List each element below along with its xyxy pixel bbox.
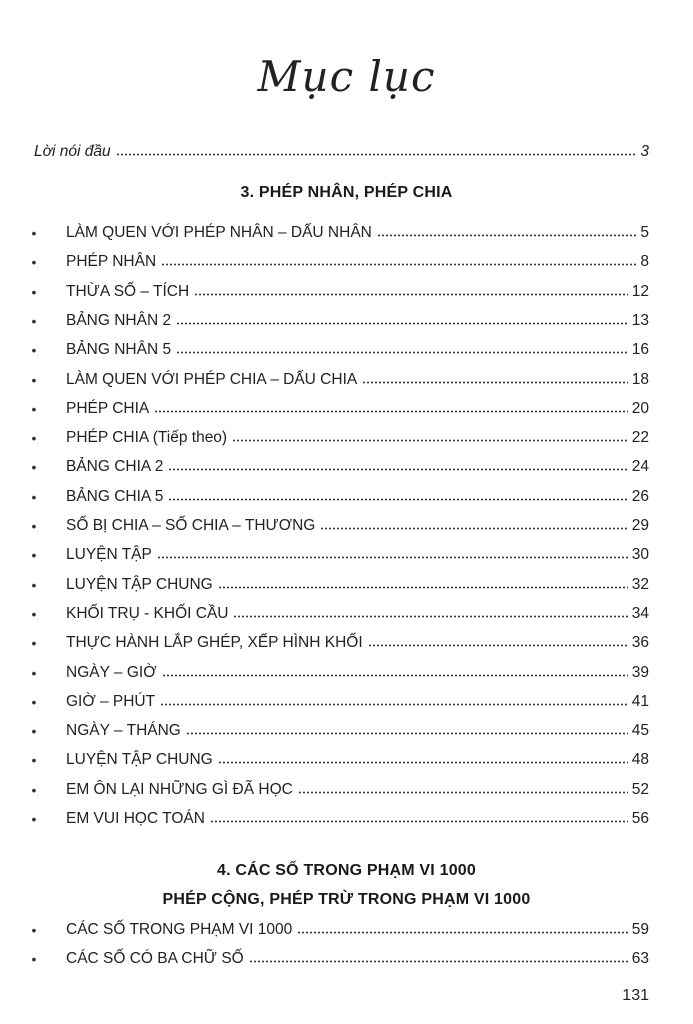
toc-entry-page: 52 [631,780,649,798]
dot-leader [186,731,628,736]
bullet-icon: • [31,664,37,681]
toc-entry-page: 3 [640,143,649,160]
dot-leader [168,497,627,502]
bullet-icon: • [31,430,37,447]
bullet-icon: • [31,400,37,417]
toc-entry-label: KHỐI TRỤ - KHỐI CẦU [66,604,229,622]
toc-entry-page: 30 [631,546,649,564]
toc-entry-label: LUYỆN TẬP CHUNG [66,575,213,593]
bullet-icon: • [31,283,37,300]
toc-entry-label: BẢNG CHIA 2 [66,458,164,476]
toc-entry-page: 26 [631,487,649,505]
toc-entry-label: NGÀY – GIỜ [66,663,157,681]
toc-entry[interactable] [66,658,649,682]
bullet-icon: • [31,605,37,622]
dot-leader [160,702,628,707]
toc-entry[interactable] [66,599,649,623]
bullet-icon: • [31,225,37,241]
bullet-icon: • [31,576,37,593]
toc-entry-label: SỐ BỊ CHIA – SỐ CHIA – THƯƠNG [66,517,316,534]
toc-entry[interactable] [66,394,649,418]
dot-leader [116,152,637,157]
dot-leader [176,350,628,355]
toc-entry[interactable] [66,218,649,242]
dot-leader [162,673,628,678]
bullet-icon: • [31,488,37,505]
toc-entry-page: 56 [631,810,649,827]
toc-entry-page: 36 [631,634,649,652]
toc-entry[interactable] [66,944,649,968]
page-title: Mục lục [257,52,436,101]
toc-entry[interactable] [66,687,649,711]
bullet-icon: • [31,693,37,710]
toc-entry-label: EM ÔN LẠI NHỮNG GÌ ĐÃ HỌC [66,780,293,798]
dot-leader [368,643,628,648]
bullet-icon: • [31,312,37,329]
bullet-icon: • [31,518,37,534]
toc-entry-label: BẢNG NHÂN 5 [66,341,172,359]
bullet-icon: • [31,635,37,652]
toc-entry-label: LÀM QUEN VỚI PHÉP NHÂN – DẤU NHÂN [66,224,372,241]
toc-entry[interactable] [66,511,649,535]
toc-entry-label: NGÀY – THÁNG [66,722,181,740]
toc-entry-page: 13 [631,311,649,329]
toc-entry[interactable] [66,804,649,828]
dot-leader [154,409,627,414]
toc-entry[interactable] [66,570,649,594]
toc-entry-label: LÀM QUEN VỚI PHÉP CHIA – DẤU CHIA [66,370,358,388]
toc-entry[interactable] [66,775,649,799]
bullet-icon: • [31,922,37,938]
toc-entry[interactable] [66,540,649,564]
dot-leader [233,614,627,619]
bullet-icon: • [31,951,37,967]
toc-entry-label: PHÉP NHÂN [66,253,157,271]
dot-leader [297,930,628,935]
toc-entry-label: THỰC HÀNH LẮP GHÉP, XẾP HÌNH KHỐI [66,634,363,652]
toc-entry-label: THỪA SỐ – TÍCH [66,282,190,300]
bullet-icon: • [31,342,37,359]
bullet-icon: • [31,254,37,271]
toc-entry-page: 29 [631,517,649,534]
dot-leader [232,438,628,443]
toc-entry[interactable] [66,482,649,506]
toc-entry-label: CÁC SỐ CÓ BA CHỮ SỐ [66,950,244,967]
toc-entry-page: 45 [631,722,649,740]
bullet-icon: • [31,371,37,388]
dot-leader [249,959,628,964]
toc-entry-page: 12 [631,282,649,300]
toc-entry-label: PHÉP CHIA [66,399,150,417]
toc-entry-page: 48 [631,751,649,769]
bullet-icon: • [31,723,37,740]
dot-leader [176,321,628,326]
toc-entry-page: 34 [631,604,649,622]
toc-entry-label: CÁC SỐ TRONG PHẠM VI 1000 [66,921,293,938]
section-3-heading: 3. PHÉP NHÂN, PHÉP CHIA [240,184,453,201]
bullet-icon: • [31,752,37,769]
bullet-icon: • [31,811,37,827]
dot-leader [377,233,637,238]
toc-entry-label: PHÉP CHIA (Tiếp theo) [66,429,228,447]
toc-entry-page: 63 [631,950,649,967]
dot-leader [362,380,628,385]
dot-leader [210,819,628,824]
toc-entry[interactable] [66,915,649,939]
toc-entry[interactable] [66,306,649,330]
toc-entry[interactable] [66,247,649,271]
toc-entry[interactable] [66,335,649,359]
dot-leader [218,585,628,590]
toc-entry-page: 8 [640,253,649,271]
toc-entry-label: LUYỆN TẬP CHUNG [66,751,213,769]
dot-leader [298,790,628,795]
toc-entry-label: BẢNG NHÂN 2 [66,311,172,329]
page-number: 131 [622,987,649,1004]
toc-entry-page: 22 [631,429,649,447]
toc-entry[interactable] [66,365,649,389]
toc-entry-intro[interactable] [34,137,649,161]
dot-leader [168,467,627,472]
toc-entry-label: Lời nói đầu [34,143,111,160]
toc-entry-page: 24 [631,458,649,476]
bullet-icon: • [31,459,37,476]
toc-entry-label: BẢNG CHIA 5 [66,487,164,505]
dot-leader [320,526,627,531]
toc-entry-page: 5 [640,224,649,241]
toc-entry[interactable] [66,423,649,447]
dot-leader [218,760,628,765]
toc-entry-label: GIỜ – PHÚT [66,692,156,710]
toc-entry-page: 39 [631,663,649,681]
bullet-icon: • [31,547,37,564]
toc-entry[interactable] [66,628,649,652]
toc-entry[interactable] [66,277,649,301]
toc-entry-page: 16 [631,341,649,359]
section-4-heading-line-2: PHÉP CỘNG, PHÉP TRỪ TRONG PHẠM VI 1000 [162,891,531,908]
toc-entry-label: LUYỆN TẬP [66,546,152,564]
dot-leader [157,555,628,560]
toc-entry-label: EM VUI HỌC TOÁN [66,810,205,827]
toc-entry[interactable] [66,716,649,740]
toc-entry[interactable] [66,452,649,476]
dot-leader [161,262,636,267]
section-4-heading-line-1: 4. CÁC SỐ TRONG PHẠM VI 1000 [217,862,476,879]
toc-entry-page: 41 [631,692,649,710]
toc-entry-page: 18 [631,370,649,388]
dot-leader [194,292,628,297]
toc-entry[interactable] [66,745,649,769]
toc-entry-page: 32 [631,575,649,593]
toc-entry-page: 59 [631,921,649,938]
toc-entry-page: 20 [631,399,649,417]
bullet-icon: • [31,781,37,798]
